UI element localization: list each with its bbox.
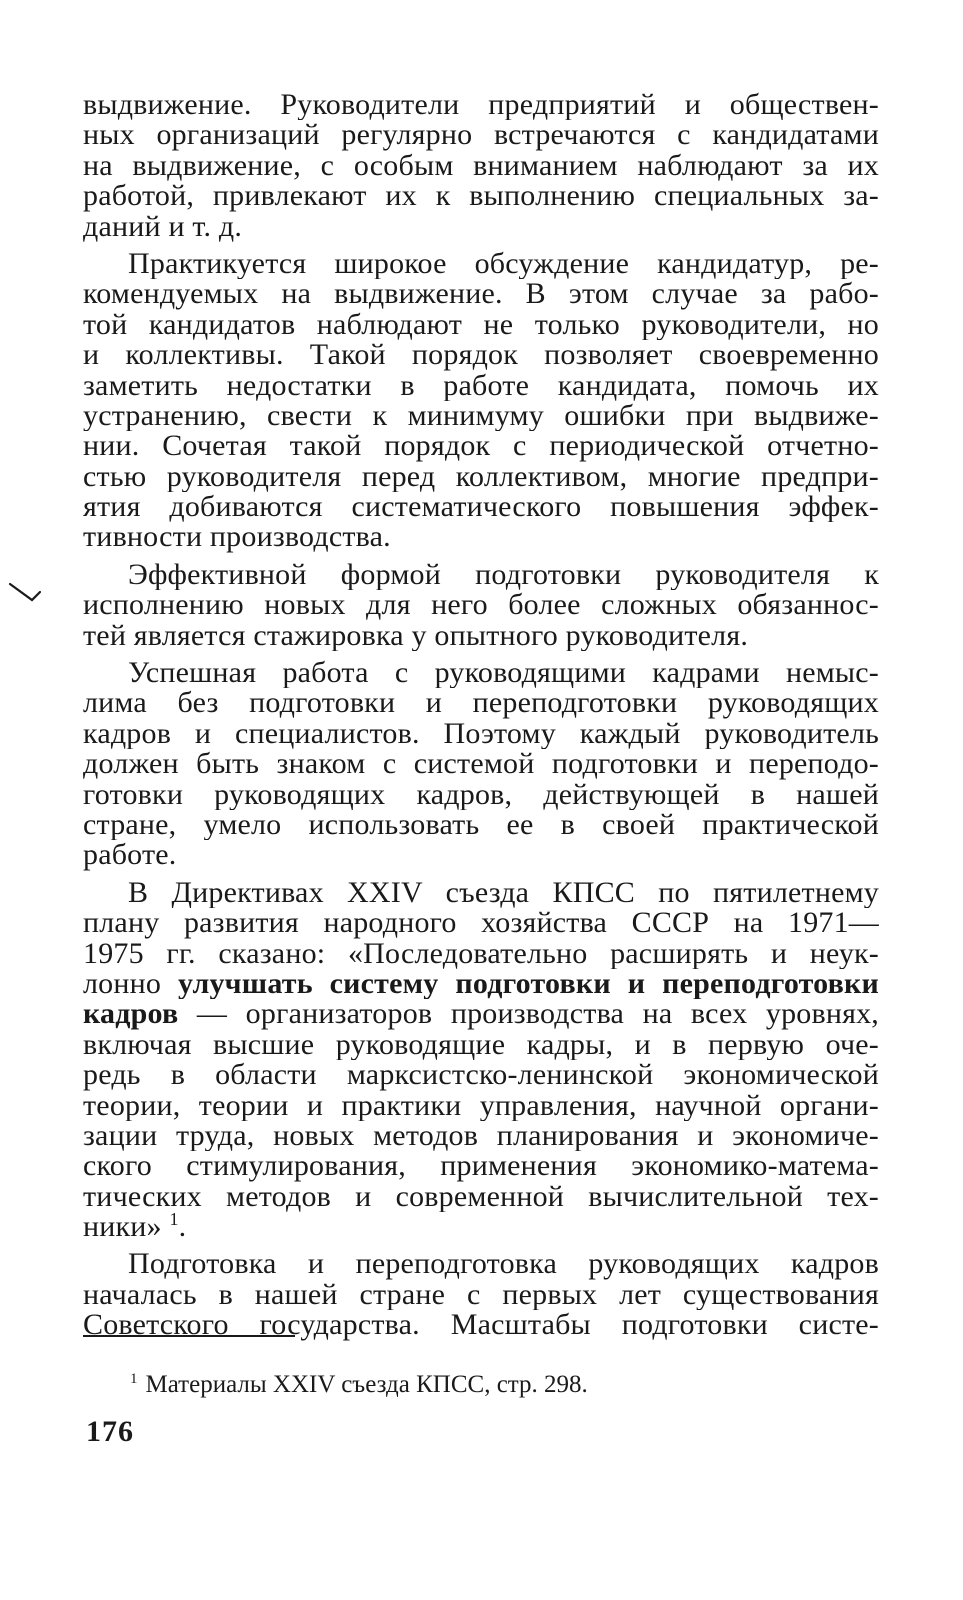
paragraph-6 [83, 1249, 879, 1340]
text-line: стране, умело использовать ее в своей практической [83, 809, 879, 841]
margin-check-mark [8, 580, 44, 604]
paragraph-2 [83, 249, 879, 553]
paragraph-5-quote [83, 878, 879, 1243]
text-line: нии. Сочетая такой порядок с периодической отчетно- [83, 431, 879, 462]
main-text [83, 90, 879, 1341]
bold-emphasis: кадров [83, 999, 179, 1030]
text-line: выдвижение. Руководители предприятий и обществен- [83, 90, 879, 121]
text-run: — организаторов производства на всех уровнях, [178, 999, 879, 1030]
text-line: плану развития народного хозяйства СССР на 1971— [83, 908, 879, 939]
text-line: тивности производства. [83, 522, 391, 553]
text-line: тических методов и современной вычислительной тех- [83, 1181, 879, 1213]
text-line: работой, привлекают их к выполнению специальных за- [83, 181, 879, 212]
text-line: ятия добиваются систематического повышения эффек- [83, 492, 879, 523]
text-line [83, 1212, 879, 1242]
text-line: даний и т. д. [83, 211, 243, 242]
text-line: ных организаций регулярно встречаются с кандидатами [83, 120, 879, 151]
text-line: Подготовка и переподготовка руководящих кадров [128, 1249, 879, 1280]
text-line [83, 969, 879, 999]
text-line: устранению, свести к минимуму ошибки при выдвиже- [83, 400, 879, 432]
text-line: заметить недостатки в работе кандидата, помочь их [83, 370, 879, 401]
footnote-reference: 1 [169, 1212, 179, 1230]
text-line: тей является стажировка у опытного руководителя. [83, 620, 749, 652]
text-line: зации труда, новых методов планирования и экономиче- [83, 1120, 879, 1152]
text-line: включая высшие руководящие кадры, и в первую оче- [83, 1029, 879, 1061]
text-line: началась в нашей стране с первых лет существования [83, 1279, 879, 1311]
text-line: редь в области марксистско-ленинской экономической [83, 1060, 879, 1091]
footnote [130, 1370, 588, 1400]
paragraph-3 [83, 560, 879, 651]
text-line: теории, теории и практики управления, научной органи- [83, 1090, 879, 1121]
text-line: на выдвижение, с особым вниманием наблюдают за их [83, 150, 879, 182]
paragraph-4 [83, 658, 879, 871]
text-line: исполнению новых для него более сложных обязаннос- [83, 590, 879, 621]
text-line: Успешная работа с руководящими кадрами немыс- [128, 658, 879, 689]
text-line: 1975 гг. сказано: «Последовательно расширять и неук- [83, 938, 879, 969]
bold-emphasis: улучшать систему подготовки и переподготовки [178, 968, 879, 1000]
text-line: той кандидатов наблюдают не только руководители, но [83, 309, 879, 341]
text-line: стью руководителя перед коллективом, многие предпри- [83, 461, 879, 493]
text-line: В Директивах XXIV съезда КПСС по пятилетнему [128, 877, 879, 909]
paragraph-1 [83, 90, 879, 242]
text-line: Эффективной формой подготовки руководителя к [128, 559, 879, 591]
text-line [83, 999, 879, 1029]
text-line: и коллективы. Такой порядок позволяет своевременно [83, 340, 879, 371]
text-run: лонно [83, 968, 178, 1000]
text-run: ники» [83, 1212, 162, 1243]
text-line: Практикуется широкое обсуждение кандидатур, ре- [128, 248, 879, 280]
footnote-mark: 1 [130, 1370, 138, 1387]
text-run: . [178, 1212, 187, 1243]
footnote-text: Материалы XXIV съезда КПСС, стр. 298. [145, 1371, 588, 1398]
text-line: Советского государства. Масштабы подготовки систе- [83, 1310, 879, 1341]
text-line: лима без подготовки и переподготовки руководящих [83, 688, 879, 719]
text-line: должен быть знаком с системой подготовки и переподо- [83, 749, 879, 780]
text-line: комендуемых на выдвижение. В этом случае за рабо- [83, 279, 879, 310]
text-line: ского стимулирования, применения экономико-матема- [83, 1151, 879, 1182]
footnote-divider [83, 1335, 295, 1337]
text-line: работе. [83, 840, 177, 871]
page-number: 176 [86, 1415, 134, 1448]
text-line: кадров и специалистов. Поэтому каждый руководитель [83, 718, 879, 750]
text-line: готовки руководящих кадров, действующей в нашей [83, 779, 879, 810]
